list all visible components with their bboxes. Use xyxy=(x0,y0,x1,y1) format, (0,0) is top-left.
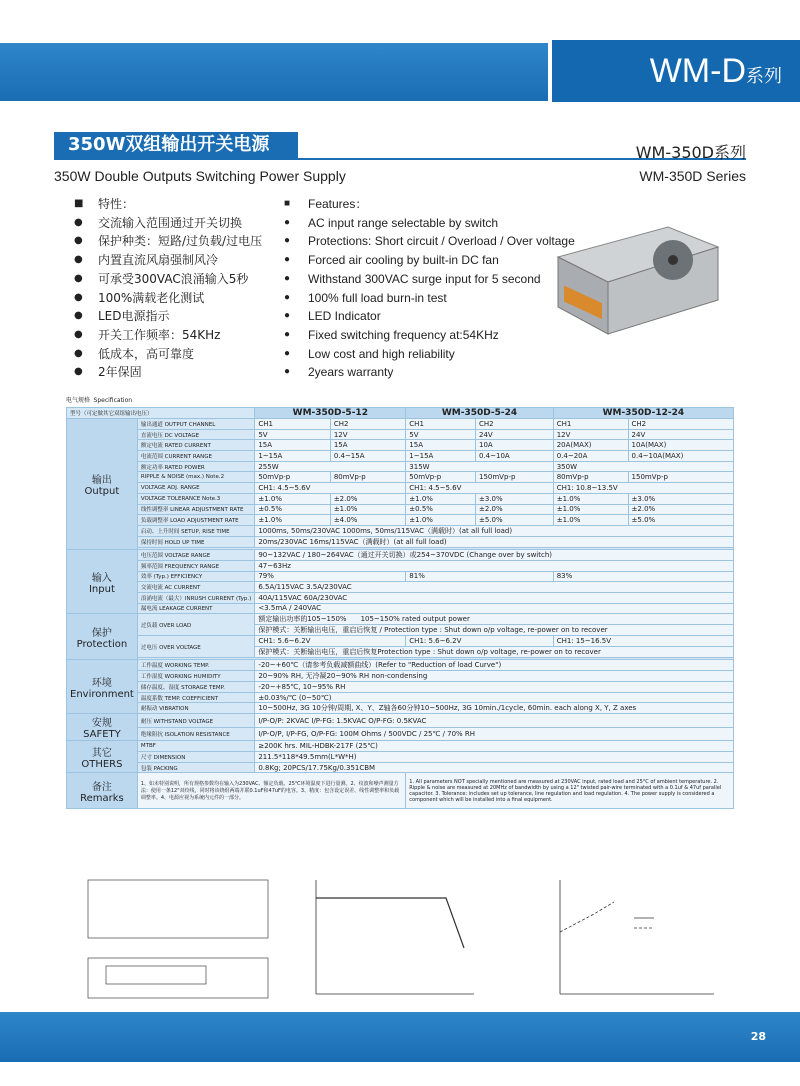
bottom-bar xyxy=(0,1012,800,1062)
mechanical-and-curve-diagrams xyxy=(54,862,746,1014)
feature-item: ● 可承受300VAC浪涌输入5秒 xyxy=(74,270,262,289)
power-supply-image xyxy=(548,212,722,338)
feature-item: ● 开关工作频率：54KHz xyxy=(74,326,262,345)
feature-item: ● Forced air cooling by built-in DC fan xyxy=(284,251,575,270)
feature-item: ● Protections: Short circuit / Overload / Over voltage xyxy=(284,232,575,251)
feature-item: ● AC input range selectable by switch xyxy=(284,214,575,233)
series-title: WM-D系列 xyxy=(649,52,782,90)
features-cn xyxy=(74,195,262,382)
feature-item: ● 100%满载老化测试 xyxy=(74,289,262,308)
features-en xyxy=(284,195,575,382)
feature-item: ■ Features： xyxy=(284,195,575,214)
derating-curve xyxy=(316,880,474,994)
page-title: 350W双组输出开关电源 xyxy=(54,132,298,158)
model-header: WM-350D-5-12 xyxy=(255,408,406,419)
model-header: WM-350D-12-24 xyxy=(553,408,733,419)
spec-title-en: Specification xyxy=(93,397,133,404)
feature-item: ● LED电源指示 xyxy=(74,307,262,326)
feature-item: ● 内置直流风扇强制风冷 xyxy=(74,251,262,270)
mechanical-drawing xyxy=(88,880,268,998)
feature-item: ● 2年保固 xyxy=(74,363,262,382)
feature-item: ● 低成本，高可靠度 xyxy=(74,345,262,364)
model-label: 型号（可定做其它双组输出电压） xyxy=(67,408,255,419)
page-number: 28 xyxy=(750,1030,766,1043)
feature-item: ● 2years warranty xyxy=(284,363,575,382)
model-en: WM-350D Series xyxy=(639,168,746,184)
model-cn: WM-350D系列 xyxy=(635,143,746,162)
feature-item: ● 100% full load burn-in test xyxy=(284,289,575,308)
feature-item: ■ 特性： xyxy=(74,195,262,214)
feature-item: ● Low cost and high reliability xyxy=(284,345,575,364)
feature-item: ● LED Indicator xyxy=(284,307,575,326)
subtitle-en: 350W Double Outputs Switching Power Supply xyxy=(54,168,346,184)
spec-title xyxy=(66,392,132,405)
feature-item: ● Fixed switching frequency at:54KHz xyxy=(284,326,575,345)
feature-item: ● Withstand 300VAC surge input for 5 second xyxy=(284,270,575,289)
feature-item: ● 交流输入范围通过开关切换 xyxy=(74,214,262,233)
spec-title-cn: 电气规格 xyxy=(66,397,91,404)
feature-item: ● 保护种类：短路/过负载/过电压 xyxy=(74,232,262,251)
spec-table: 型号（可定做其它双组输出电压） WM-350D-5-12 WM-350D-5-24 WM-350D-12-24 输出 Output 输出通道 OUTPUT CHANNEL CH1 CH2 CH1 CH2 CH1 CH2 直流电压 DC VOLTAGE 5V 12V 5V 24V 12V 24V 额定电流 RATED CURRENT 15A 15A 15A 10A 20A(MAX) 10A(MAX) 电流范围 CURRENT RANGE 1~15A 0.4~15A 1~15A 0.4~10A 0.4~20A 0.4~10A(MAX) 额定功率 RATED POWER 255W 315W 350W RIPPLE & NOISE (max.) Note.2 50mVp-p 80mVp-p 50mVp-p 150mVp-p 80mVp-p 150mVp-p VOLTAGE ADJ. RANGE CH1: 4.5~5.6V CH1: 4.5~5.6V CH1: 10.8~13.5V VOLTAGE TOLERANCE Note.3 ±1.0% ±2.0% ±1.0% ±3.0% ±1.0% ±3.0% 线性调整率 LINEAR ADJUSTMENT RATE ±0.5% ±1.0% ±0.5% ±2.0% ±1.0% ±2.0% 负载调整率 LOAD ADJUSTMENT RATE ±1.0% ±4.0% ±1.0% ±5.0% ±1.0% ±5.0% 启动、上升时间 SETUP, RISE TIME 1000ms, 50ms/230VAC 1000ms, 50ms/115VAC（满载时）(at all full load) 保持时间 HOLD UP TIME 20ms/230VAC 16ms/115VAC（满载时）(at all full load) 输入 Input 电压范围 VOLTAGE RANGE 90~132VAC / 180~264VAC（通过开关切换）或254~370VDC (Change over by switch) 频率范围 FREQUENCY RANGE 47~63Hz 效率 (Typ.) EFFICIENCY 79% 81% 83% 交流电流 AC CURRENT 6.5A/115VAC 3.5A/230VAC 浪涌电流（最大）INRUSH CURRENT (Typ.) 40A/115VAC 60A/230VAC 漏电流 LEAKAGE CURRENT <3.5mA / 240VAC 保护 Protection 过负载 OVER LOAD 额定输出功率的105~150% 105~150% rated output power 保护模式：关断输出电压，重启后恢复 / Protection type : Shut down o/p voltage, re-power on to recover 过电压 OVER VOLTAGE CH1: 5.6~6.2V CH1: 5.6~6.2V CH1: 15~16.5V 保护模式：关断输出电压，重启后恢复Protection type : Shut down o/p voltage, re-power on to recover 环境 Environment 工作温度 WORKING TEMP. -20~+60℃（请参考负载减额曲线）(Refer to "Reduction of load Curve") 工作湿度 WORKING HUMIDITY 20~90% RH, 无冷凝20~90% RH non-condensing 储存温度、湿度 STORAGE TEMP. -20~+85℃, 10~95% RH 温度系数 TEMP. COEFFICIENT ±0.03%/℃ (0~50℃) 耐振动 VIBRATION 10~500Hz, 3G 10分钟/周期, X、Y、Z轴各60分钟10~500Hz, 3G 10min./1cycle, 60min. each along X, Y, Z axes 安规 SAFETY 耐压 WITHSTAND VOLTAGE I/P-O/P: 2KVAC I/P-FG: 1.5KVAC O/P-FG: 0.5KVAC 绝缘阻抗 ISOLATION RESISTANCE I/P-O/P, I/P-FG, O/P-FG: 100M Ohms / 500VDC / 25℃ / 70% RH 其它 OTHERS MTBF ≥200K hrs. MIL-HDBK-217F (25℃) 尺寸 DIMENSION 211.5*118*49.5mm(L*W*H) 包装 PACKING 0.8Kg; 20PCS/17.75Kg/0.351CBM 备注 Remarks 1、如未特别说明，所有规格参数均在输入为230VAC、额定负载、25℃环境温度下进行量测。2、纹波和噪声测量方法：使用一条12"双绞线，同时将该绕组两端并联0.1uF和47uF的电容。3、精度：包含设定误差、线性调整率和负载调整率。4、电源应视为系统内元件的一部分。 1. All parameters NOT specially mentioned are measured at 230VAC input, rated load and 25°C of ambient temperature. 2. Ripple & noise are measured at 20MHz of bandwidth by using a 12" twisted pair-wire terminated with a 0.1uf & 47uf parallel capacitor. 3. Tolerance: includes set up tolerance, line regulation and load regulation. 4. The power supply is considered a component which will be installed into a final equipment. xyxy=(66,407,734,809)
model-header: WM-350D-5-24 xyxy=(406,408,553,419)
input-voltage-curve xyxy=(560,880,714,994)
